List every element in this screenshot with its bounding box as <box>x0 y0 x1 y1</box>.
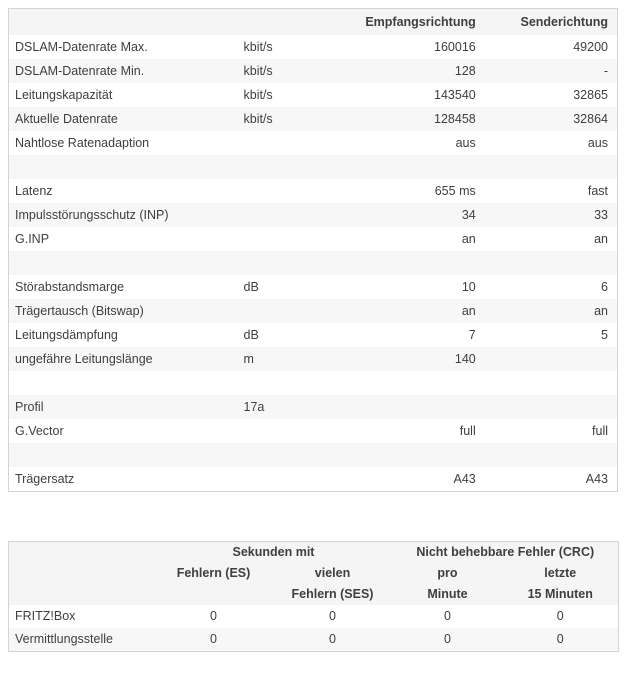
connection-cell-unit <box>238 419 345 443</box>
errors-table-row <box>9 628 619 652</box>
connection-cell-unit <box>238 467 345 492</box>
errors-subheader-ses-line2: Fehlern (SES) <box>273 584 393 605</box>
connection-cell-label: DSLAM-Datenrate Max. <box>15 40 148 54</box>
connection-cell-unit <box>238 203 345 227</box>
connection-cell-upstream: 32864 <box>573 112 608 126</box>
connection-cell-unit <box>238 227 345 251</box>
connection-cell-downstream: an <box>461 304 476 318</box>
connection-cell-upstream <box>485 395 618 419</box>
connection-cell-downstream: 128 <box>454 64 476 78</box>
errors-cell-crc-per-minute: 0 <box>444 632 451 646</box>
connection-cell-upstream: 32865 <box>573 88 608 102</box>
errors-subheader-crc-15-line2: 15 Minuten <box>503 584 619 605</box>
connection-header-label <box>9 9 238 36</box>
connection-cell-unit <box>238 179 345 203</box>
errors-cell-ses: 0 <box>329 609 336 623</box>
connection-spacer-cell <box>9 155 618 179</box>
errors-group-header-spacer <box>9 542 155 564</box>
connection-cell-unit <box>238 131 345 155</box>
errors-subheader-es-line1: Fehlern (ES) <box>155 563 273 584</box>
errors-subheader-row-1 <box>9 563 619 584</box>
connection-spacer-row <box>9 155 618 179</box>
connection-cell-label: Profil <box>15 400 44 414</box>
table-gap-divider <box>8 492 618 541</box>
connection-spacer-row <box>9 443 618 467</box>
connection-cell-unit <box>238 299 345 323</box>
connection-cell-downstream: 140 <box>454 352 476 366</box>
connection-cell-upstream: 33 <box>594 208 608 222</box>
errors-group-seconds-with: Sekunden mit <box>155 542 393 564</box>
connection-table-row <box>9 347 618 371</box>
connection-table-row <box>9 467 618 492</box>
errors-cell-name: FRITZ!Box <box>15 609 76 623</box>
connection-header-unit <box>238 9 345 36</box>
connection-spacer-cell <box>9 371 618 395</box>
connection-cell-downstream: 143540 <box>434 88 476 102</box>
connection-cell-label: Trägersatz <box>15 472 75 486</box>
connection-table-row <box>9 107 618 131</box>
connection-cell-upstream: 6 <box>601 280 608 294</box>
connection-cell-upstream: 49200 <box>573 40 608 54</box>
errors-table-body <box>9 605 619 652</box>
errors-subheader-row-2 <box>9 584 619 605</box>
connection-table-row <box>9 179 618 203</box>
connection-cell-unit: dB <box>243 328 259 342</box>
connection-header-downstream: Empfangsrichtung <box>345 9 485 36</box>
connection-cell-unit: 17a <box>243 400 265 414</box>
connection-cell-label: Leitungskapazität <box>15 88 113 102</box>
connection-cell-downstream: 128458 <box>434 112 476 126</box>
connection-table-row <box>9 419 618 443</box>
connection-cell-downstream: 34 <box>461 208 476 222</box>
connection-cell-label: Nahtlose Ratenadaption <box>15 136 150 150</box>
connection-table-row <box>9 131 618 155</box>
connection-table-row <box>9 83 618 107</box>
errors-cell-crc-last-15-minutes: 0 <box>556 609 564 623</box>
connection-cell-label: Impulsstörungsschutz (INP) <box>15 208 169 222</box>
errors-cell-es: 0 <box>210 609 217 623</box>
connection-table-row <box>9 227 618 251</box>
connection-header-upstream: Senderichtung <box>485 9 618 36</box>
connection-cell-upstream: an <box>594 232 608 246</box>
connection-table-row <box>9 59 618 83</box>
connection-table-row <box>9 299 618 323</box>
connection-cell-unit: kbit/s <box>243 40 273 54</box>
connection-header-row <box>9 9 618 36</box>
dsl-connection-table <box>8 8 618 492</box>
connection-table-body <box>9 35 618 492</box>
connection-table-header <box>9 9 618 36</box>
connection-cell-label: G.INP <box>15 232 50 246</box>
connection-spacer-cell <box>9 251 618 275</box>
connection-cell-downstream: 655 ms <box>434 184 476 198</box>
connection-cell-label: Aktuelle Datenrate <box>15 112 118 126</box>
connection-cell-unit: kbit/s <box>243 64 273 78</box>
dsl-errors-table <box>8 541 619 652</box>
connection-cell-unit: dB <box>243 280 259 294</box>
connection-cell-downstream: 10 <box>461 280 476 294</box>
connection-cell-unit: kbit/s <box>243 88 273 102</box>
connection-table-row <box>9 275 618 299</box>
errors-subheader-crc-15-line1: letzte <box>503 563 619 584</box>
connection-cell-upstream: - <box>603 64 608 78</box>
connection-cell-label: Störabstandsmarge <box>15 280 125 294</box>
errors-table-header <box>9 542 619 606</box>
errors-group-uncorrectable: Nicht behebbare Fehler (CRC) <box>393 542 619 564</box>
connection-cell-downstream: an <box>461 232 476 246</box>
connection-cell-upstream: aus <box>587 136 608 150</box>
errors-subheader-spacer-2 <box>9 584 155 605</box>
connection-table-row <box>9 395 618 419</box>
errors-cell-ses: 0 <box>329 632 336 646</box>
errors-cell-crc-last-15-minutes: 0 <box>556 632 564 646</box>
errors-subheader-crc-min-line1: pro <box>393 563 503 584</box>
connection-cell-downstream: aus <box>455 136 476 150</box>
errors-cell-es: 0 <box>210 632 217 646</box>
connection-cell-downstream: A43 <box>453 472 476 486</box>
connection-table-row <box>9 203 618 227</box>
connection-cell-upstream <box>485 347 618 371</box>
connection-cell-label: DSLAM-Datenrate Min. <box>15 64 145 78</box>
connection-cell-unit: m <box>243 352 254 366</box>
connection-table-row <box>9 323 618 347</box>
errors-subheader-spacer-1 <box>9 563 155 584</box>
connection-cell-label: Latenz <box>15 184 53 198</box>
connection-spacer-row <box>9 251 618 275</box>
errors-subheader-es-line2 <box>155 584 273 605</box>
connection-cell-upstream: an <box>594 304 608 318</box>
connection-cell-label: Trägertausch (Bitswap) <box>15 304 144 318</box>
connection-cell-label: ungefähre Leitungslänge <box>15 352 153 366</box>
connection-spacer-row <box>9 371 618 395</box>
connection-cell-downstream: 7 <box>468 328 476 342</box>
connection-cell-upstream: A43 <box>585 472 608 486</box>
connection-table-row <box>9 35 618 59</box>
connection-cell-label: Leitungsdämpfung <box>15 328 118 342</box>
errors-subheader-ses-line1: vielen <box>273 563 393 584</box>
connection-cell-upstream: 5 <box>601 328 608 342</box>
connection-cell-upstream: full <box>592 424 608 438</box>
errors-cell-name: Vermittlungsstelle <box>15 632 113 646</box>
connection-cell-label: G.Vector <box>15 424 64 438</box>
connection-cell-upstream: fast <box>587 184 608 198</box>
errors-cell-crc-per-minute: 0 <box>444 609 451 623</box>
connection-spacer-cell <box>9 443 618 467</box>
connection-cell-downstream: 160016 <box>434 40 476 54</box>
errors-subheader-crc-min-line2: Minute <box>393 584 503 605</box>
errors-group-header-row <box>9 542 619 564</box>
connection-cell-downstream: full <box>459 424 476 438</box>
connection-cell-downstream <box>345 395 485 419</box>
connection-cell-unit: kbit/s <box>243 112 273 126</box>
errors-table-row <box>9 605 619 628</box>
